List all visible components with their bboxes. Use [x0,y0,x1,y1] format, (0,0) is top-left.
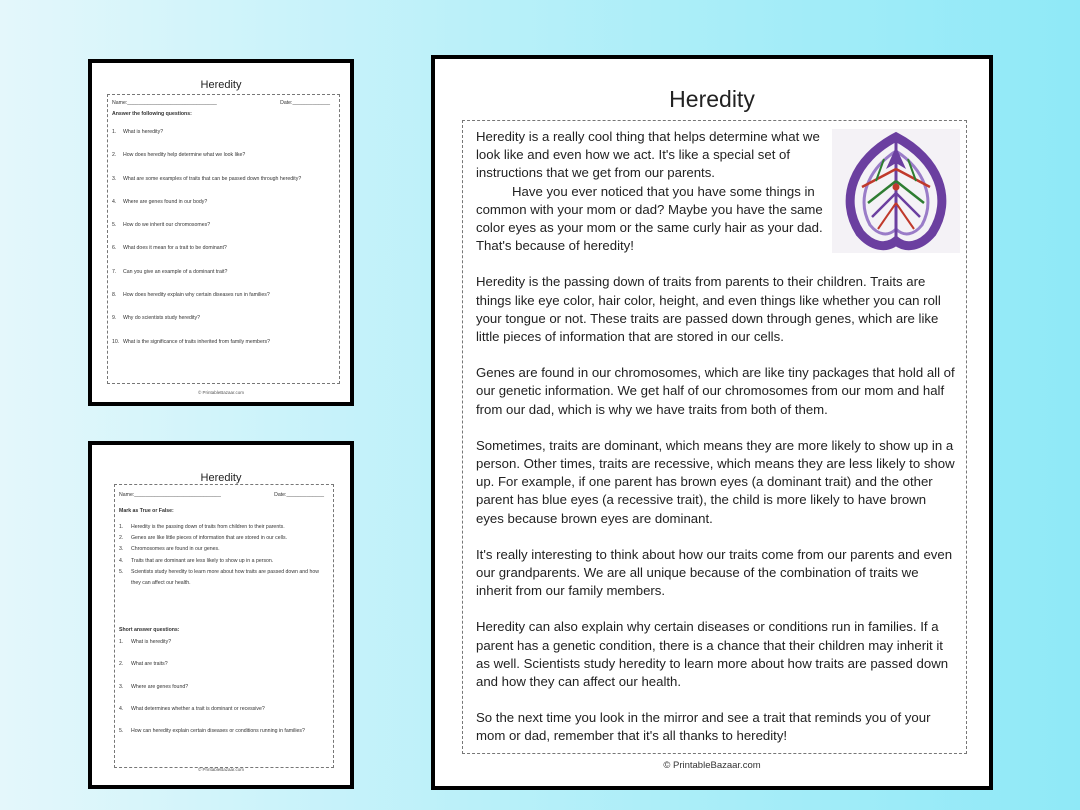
footer-credit: © PrintableBazaar.com [197,390,245,395]
date-label: Date:_____________ [280,100,330,106]
name-label: Name:______________________________ [119,492,221,498]
paragraph: Heredity can also explain why certain diseases or conditions run in families. If a parent has a genetic condition, there is a chance that their children may inherit it as well. Scientists study heredity to learn more about how traits are passed down and how they can affect our health. [476,619,949,690]
date-label: Date:_____________ [274,492,324,498]
list-item: 5. Scientists study heredity to learn more about how traits are passed down and how they can affect our health. [119,568,320,587]
worksheet-thumbnail-questions [88,59,354,406]
short-answer-heading: Short answer questions: [119,627,180,633]
list-item: 2. Genes are like little pieces of information that are stored in our cells. [119,535,287,542]
paragraph: Genes are found in our chromosomes, which are like tiny packages that hold all of our genetic information. We get half of our chromosomes from our mom and half from our dad, which is why we have traits from both of them. [476,365,955,417]
paragraph: It's really interesting to think about how our traits come from our parents and even our grandparents. We are all unique because of the combination of traits we inherit from our family members. [476,546,953,599]
intro-paragraph [476,128,826,255]
list-item: 8. How does heredity explain why certain diseases run in families? [112,292,270,299]
worksheet-title: Heredity [200,79,242,91]
list-item: 5. How can heredity explain certain diseases or conditions running in families? [119,728,305,735]
paragraph: So the next time you look in the mirror and see a trait that reminds you of your mom or dad, remember that it's all thanks to heredity! [476,710,931,744]
list-item: 5. How do we inherit our chromosomes? [112,222,211,229]
intro-text-2: Have you ever noticed that you have some things in common with your mom or dad? Maybe you have the same color eyes as your mom or the same curly hair as your dad. That's because of heredity! [476,183,823,254]
symmetric-leaf-art-icon [832,129,960,253]
worksheet-title: Heredity [200,472,242,484]
name-date-line [112,100,335,106]
footer-credit: © PrintableBazaar.com [663,760,761,771]
instructions: Mark as True or False: [119,508,174,514]
name-date-line [119,492,329,498]
list-item: 3. Where are genes found? [119,683,189,690]
list-item: 1. Heredity is the passing down of traits from children to their parents. [119,524,285,530]
worksheet-thumbnail-true-false [88,441,354,789]
list-item: 1. What is heredity? [112,129,164,135]
worksheet-dashed-frame [114,484,334,768]
true-false-list [119,522,329,589]
footer-credit: © PrintableBazaar.com [197,767,245,772]
worksheet-dashed-frame [107,94,340,384]
list-item: 2. What are traits? [119,661,168,668]
instructions: Answer the following questions: [112,111,192,117]
list-item: 10. What is the significance of traits inherited from family members? [112,338,271,345]
intro-text-1: Heredity is a really cool thing that helps determine what we look like and even how we act. It's like a special set of instructions that we get from our parents. [476,129,820,181]
list-item: 4. Traits that are dominant are less likely to show up in a person. [119,557,274,564]
reading-passage-page [431,55,993,790]
list-item: 3. What are some examples of traits that can be passed down through heredity? [112,175,302,182]
list-item: 9. Why do scientists study heredity? [112,315,200,322]
paragraph: Heredity is the passing down of traits from parents to their children. Traits are things like eye color, hair color, height, and even things like whether you can roll your tongue or not. These traits are passed down through genes, which are like little pieces of information that are stored in our cells. [476,274,941,345]
list-item: 4. What determines whether a trait is dominant or recessive? [119,705,265,712]
name-label: Name:_______________________________ [112,100,217,106]
list-item: 6. What does it mean for a trait to be dominant? [112,245,227,252]
list-item: 1. What is heredity? [119,639,172,645]
question-list [112,129,335,362]
page-title: Heredity [669,86,755,112]
passage-dashed-frame [462,120,967,754]
list-item: 4. Where are genes found in our body? [112,198,208,205]
list-item: 2. How does heredity help determine what we look like? [112,152,246,159]
short-answer-list [119,639,329,750]
paragraph: Sometimes, traits are dominant, which means they are more likely to show up in a person. Other times, traits are recessive, which means they are less likely to show up. For example, if one parent has brown eyes (a dominant trait) and the other parent has blue eyes (a recessive trait), the child is more likely to have brown eyes because brown eyes are dominant. [476,437,955,526]
list-item: 7. Can you give an example of a dominant trait? [112,268,228,275]
list-item: 3. Chromosomes are found in our genes. [119,546,220,553]
